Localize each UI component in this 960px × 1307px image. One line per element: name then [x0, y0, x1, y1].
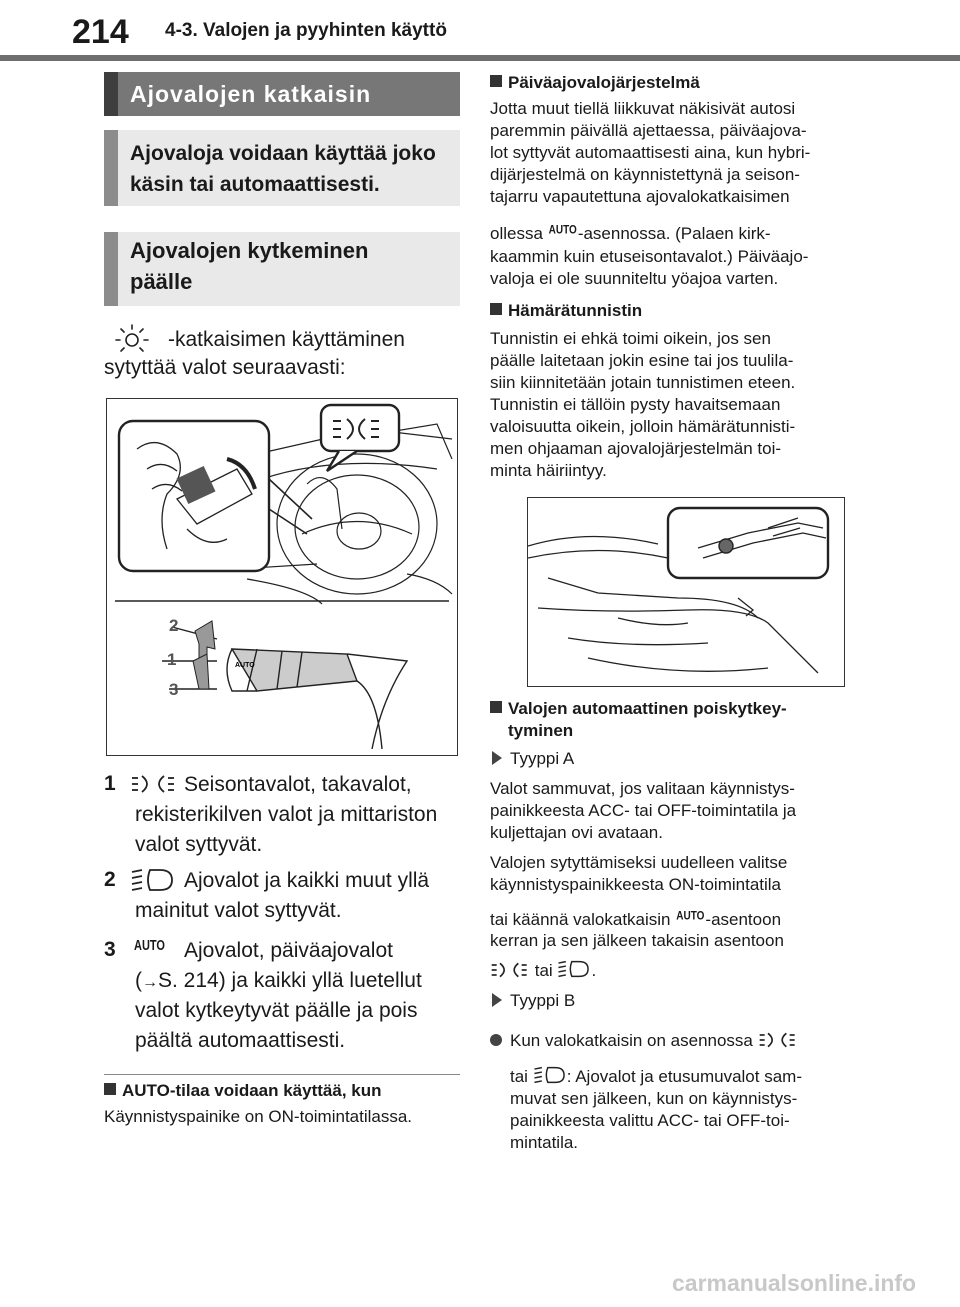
sensor-line6: men ohjaaman ajovalojärjestelmän toi-: [490, 439, 782, 458]
drl-line6a: ollessa: [490, 224, 543, 243]
square-bullet-icon: [104, 1083, 116, 1095]
relight-line5: [490, 958, 596, 982]
type-b-label: [492, 990, 575, 1012]
lede-box: [104, 130, 460, 206]
square-bullet-icon: [490, 303, 502, 315]
divider: [104, 1074, 460, 1075]
intro-line1: -katkaisimen käyttäminen: [168, 328, 405, 351]
auto-off-heading-line1: Valojen automaattinen poiskytkey-: [508, 699, 787, 718]
item-3-paren: (: [135, 969, 142, 992]
section2-title-line2: päälle: [130, 269, 193, 294]
triangle-bullet-icon: [492, 751, 502, 765]
auto-mode-text: Käynnistyspainike on ON-toimintatilassa.: [104, 1107, 413, 1126]
relight-line4: kerran ja sen jälkeen takaisin asentoon: [490, 931, 784, 950]
headlight-icon: [557, 958, 591, 980]
item-3-line2: [135, 966, 422, 998]
sensor-line1: Tunnistin ei ehkä toimi oikein, jos sen: [490, 329, 771, 348]
relight-line1: Valojen sytyttämiseksi uudelleen valitse: [490, 853, 788, 872]
relight-line5-end: .: [591, 961, 597, 980]
item-1-line3: valot syttyvät.: [135, 833, 263, 856]
sensor-heading: [490, 300, 642, 322]
item-1-number: 1: [104, 772, 116, 795]
item-3-number: 3: [104, 938, 116, 961]
item-3-line4: päältä automaattisesti.: [135, 1029, 346, 1052]
type-b-text: Tyyppi B: [510, 991, 576, 1010]
bullet-line1: [490, 1030, 798, 1052]
drl-line7: kaammin kuin etuseisontavalot.) Päiväajo-: [490, 247, 809, 266]
bullet-line5: mintatila.: [510, 1133, 579, 1152]
relight-line3a: tai käännä valokatkaisin: [490, 910, 671, 929]
page-number: 214: [72, 13, 129, 51]
watermark: carmanualsonline.info: [672, 1270, 917, 1296]
parking-lights-icon: [130, 772, 178, 796]
drl-line3: lot syttyvät automaattisesti aina, kun hybri-: [490, 143, 811, 162]
header-rule: [0, 55, 960, 61]
item-2-line2: mainitut valot syttyvät.: [135, 899, 342, 922]
item-2-number: 2: [104, 868, 116, 891]
sensor-illustration: [528, 498, 844, 686]
type-a-text: Tyyppi A: [510, 749, 575, 768]
drl-heading: [490, 72, 700, 94]
figure-auto-label: AUTO: [235, 662, 255, 669]
callout-parking-icon: [321, 405, 399, 471]
auto-icon: AUTO: [548, 223, 577, 237]
section-title-turning-on: [104, 232, 460, 306]
drl-line5: tajarru vapautettuna ajovalokatkaisimen: [490, 187, 790, 206]
section-title-headlight-switch: [104, 72, 460, 116]
headlight-icon: [130, 866, 176, 894]
drl-heading-text: Päiväajovalojärjestelmä: [508, 73, 700, 92]
relight-line5-tai: tai: [534, 961, 553, 980]
square-bullet-icon: [490, 75, 502, 87]
headlight-switch-figure: [106, 398, 458, 756]
item-1-line1: Seisontavalot, takavalot,: [184, 773, 412, 796]
type-a-line1: Valot sammuvat, jos valitaan käynnistys-: [490, 779, 795, 798]
type-a-line3: kuljettajan ovi avataan.: [490, 823, 663, 842]
sensor-line5: valoisuutta oikein, jolloin hämärätunnisti-: [490, 417, 796, 436]
figure-label-2: 2: [169, 616, 179, 635]
bullet-line4: painikkeesta valittu ACC- tai OFF-toi-: [510, 1111, 790, 1130]
relight-line2: käynnistyspainikkeesta ON-toimintatila: [490, 875, 782, 894]
parking-lights-icon: [490, 960, 530, 980]
sensor-line7: minta häiriintyy.: [490, 461, 607, 480]
sensor-heading-text: Hämärätunnistin: [508, 301, 643, 320]
drl-line4: dijärjestelmä on käynnistettynä ja seison-: [490, 165, 800, 184]
square-bullet-icon: [490, 701, 502, 713]
triangle-bullet-icon: [492, 993, 502, 1007]
auto-icon: AUTO: [676, 909, 705, 923]
section-title-text: Ajovalojen katkaisin: [130, 81, 372, 107]
bullet-line1-text: Kun valokatkaisin on asennossa: [510, 1031, 753, 1050]
light-sensor-figure: [527, 497, 845, 687]
chapter-title: 4-3. Valojen ja pyyhinten käyttö: [165, 20, 447, 41]
type-a-label: [492, 748, 574, 770]
auto-mode-heading-text: AUTO-tilaa voidaan käyttää, kun: [122, 1081, 382, 1100]
headlight-icon: [533, 1064, 567, 1086]
auto-mode-heading: [104, 1080, 381, 1102]
section2-title-line1: Ajovalojen kytkeminen: [130, 238, 369, 263]
intro-line2: sytyttää valot seuraavasti:: [104, 356, 346, 379]
parking-lights-icon: [758, 1030, 798, 1050]
sensor-line2: päälle laitetaan jokin esine tai jos tuulila-: [490, 351, 794, 370]
relight-line3b: -asentoon: [705, 910, 782, 929]
item-3-line1: Ajovalot, päiväajovalot: [184, 939, 393, 962]
item-1-line2: rekisterikilven valot ja mittariston: [135, 803, 438, 826]
figure-label-1: 1: [167, 650, 177, 669]
auto-off-heading-line2: tyminen: [508, 721, 574, 740]
lede-text: Ajovaloja voidaan käyttää joko käsin tai automaattisesti.: [130, 142, 436, 196]
bullet-line2b: : Ajovalot ja etusumuvalot sam-: [566, 1067, 802, 1086]
bullet-line3: muvat sen jälkeen, kun on käynnistys-: [510, 1089, 798, 1108]
sensor-callout: [668, 508, 828, 578]
drl-line1: Jotta muut tiellä liikkuvat näkisivät autosi: [490, 99, 796, 118]
page-ref-arrow: →: [142, 974, 158, 991]
sensor-line3: siin kiinnitetään jotain tunnistimen eteen.: [490, 373, 796, 392]
drl-line6b: -asennossa. (Palaen kirk-: [577, 224, 771, 243]
figure-illustration: [107, 399, 457, 755]
item-2-line1: Ajovalot ja kaikki muut yllä: [184, 869, 430, 892]
circle-bullet-icon: [490, 1034, 502, 1046]
type-a-line2: painikkeesta ACC- tai OFF-toimintatila ja: [490, 801, 797, 820]
auto-off-heading: [490, 698, 787, 720]
bullet-line2a: tai: [510, 1067, 528, 1086]
drl-line8: valoja ei ole suunniteltu yöajoa varten.: [490, 269, 779, 288]
light-switch-icon: [110, 320, 154, 354]
sensor-line4: Tunnistin ei tällöin pysty havaitsemaan: [490, 395, 781, 414]
figure-label-3: 3: [169, 680, 179, 699]
bullet-line2: [510, 1064, 802, 1088]
auto-icon: AUTO: [134, 938, 165, 954]
drl-line6: [490, 220, 771, 245]
relight-line3: [490, 906, 781, 931]
item-3-line3: valot kytkeytyvät päälle ja pois: [135, 999, 418, 1022]
drl-line2: paremmin päivällä ajettaessa, päiväajova-: [490, 121, 807, 140]
item-3-line2-text: S. 214) ja kaikki yllä luetellut: [158, 969, 422, 992]
